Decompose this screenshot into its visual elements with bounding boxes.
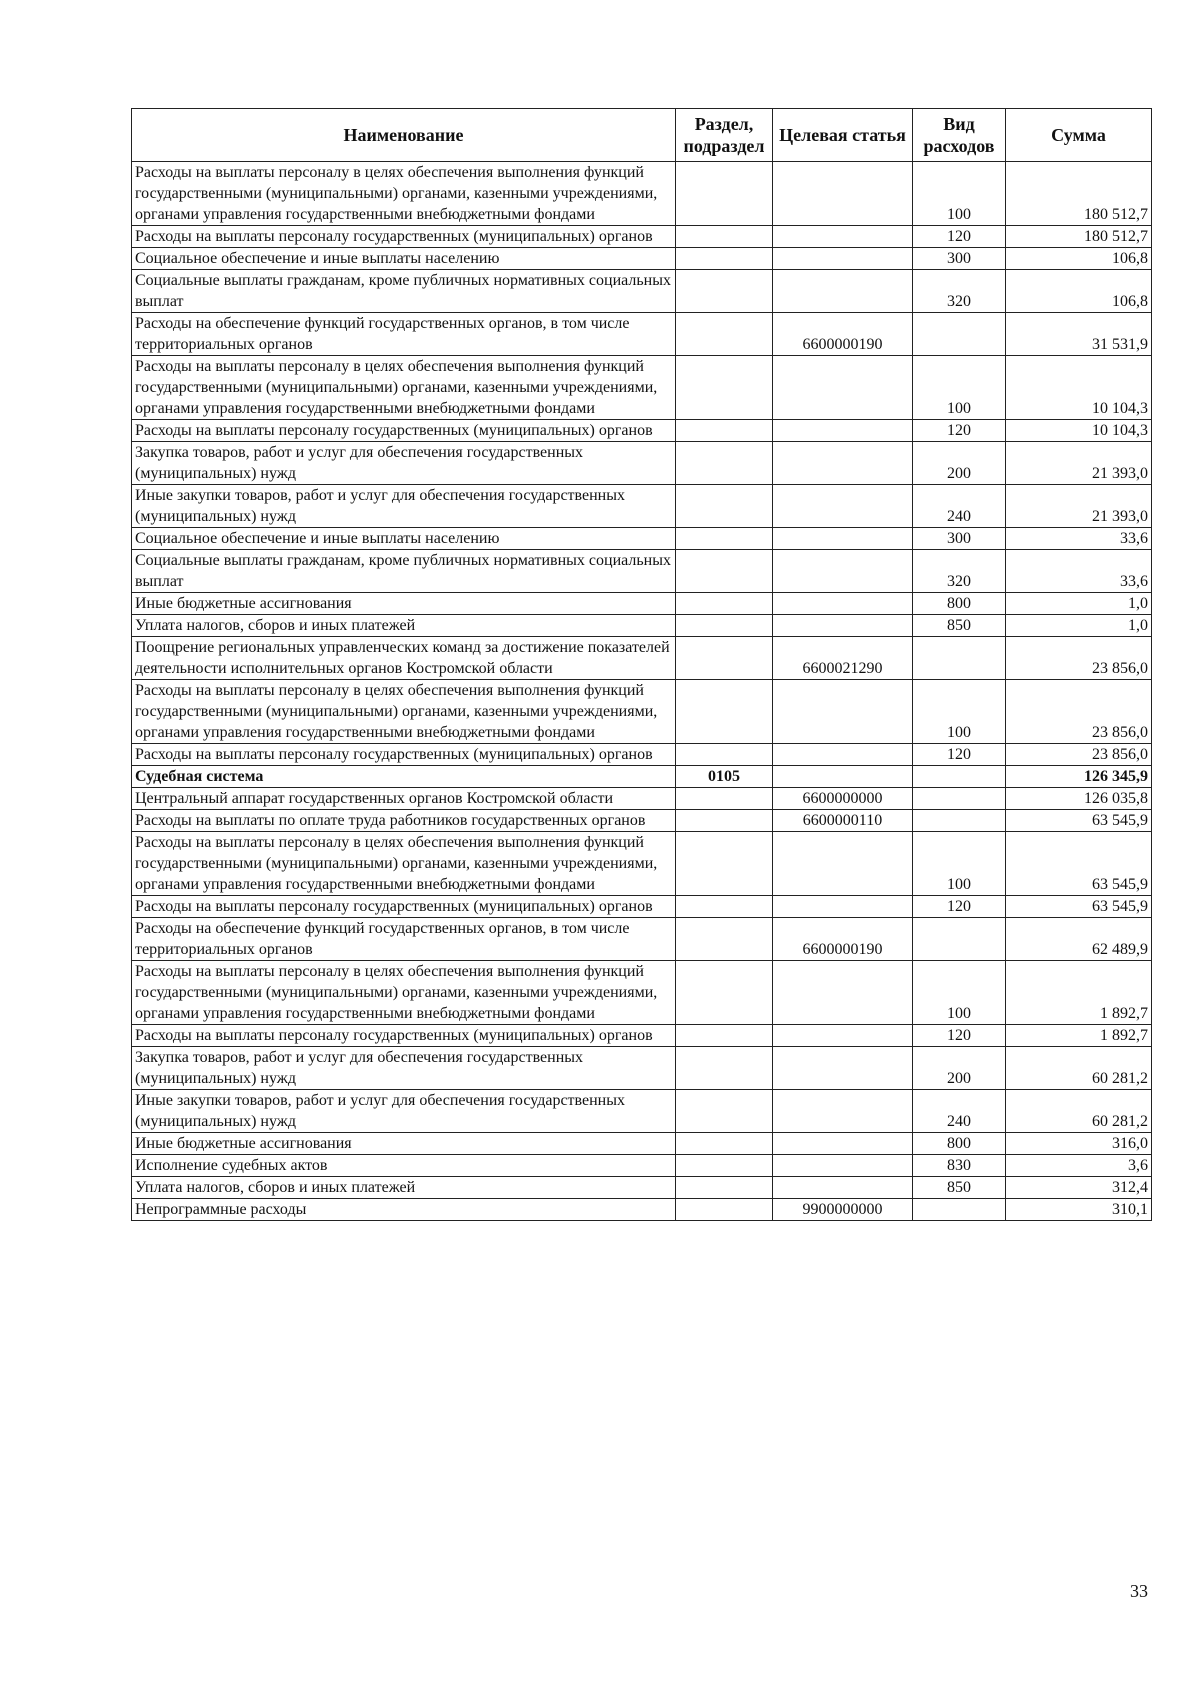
table-row <box>132 918 1152 961</box>
cell-target <box>773 1155 913 1177</box>
cell-name: Расходы на обеспечение функций государственных органов, в том числе территориальных органов <box>132 918 676 961</box>
cell-section <box>676 744 773 766</box>
cell-target <box>773 680 913 744</box>
cell-kind: 320 <box>913 270 1006 313</box>
cell-target <box>773 226 913 248</box>
cell-target <box>773 485 913 528</box>
cell-section <box>676 270 773 313</box>
cell-name: Расходы на выплаты персоналу в целях обеспечения выполнения функций государственными (муниципальными) органами, казенными учреждениями, органами управления государственными внебюджетными фондами <box>132 356 676 420</box>
cell-target: 6600000190 <box>773 313 913 356</box>
cell-kind: 240 <box>913 1090 1006 1133</box>
cell-name: Непрограммные расходы <box>132 1199 676 1221</box>
cell-name: Закупка товаров, работ и услуг для обеспечения государственных (муниципальных) нужд <box>132 442 676 485</box>
table-row <box>132 270 1152 313</box>
cell-target <box>773 420 913 442</box>
cell-kind: 120 <box>913 226 1006 248</box>
cell-sum: 312,4 <box>1006 1177 1152 1199</box>
cell-kind: 300 <box>913 528 1006 550</box>
cell-kind: 240 <box>913 485 1006 528</box>
cell-kind <box>913 918 1006 961</box>
cell-target <box>773 528 913 550</box>
budget-table <box>131 108 1152 1221</box>
cell-kind: 800 <box>913 593 1006 615</box>
table-row <box>132 1177 1152 1199</box>
cell-section <box>676 1177 773 1199</box>
cell-name: Иные закупки товаров, работ и услуг для обеспечения государственных (муниципальных) нужд <box>132 485 676 528</box>
cell-kind: 100 <box>913 832 1006 896</box>
cell-sum: 316,0 <box>1006 1133 1152 1155</box>
cell-name: Расходы на выплаты персоналу государственных (муниципальных) органов <box>132 420 676 442</box>
cell-kind: 320 <box>913 550 1006 593</box>
cell-section <box>676 162 773 226</box>
cell-name: Исполнение судебных актов <box>132 1155 676 1177</box>
cell-target <box>773 832 913 896</box>
cell-target <box>773 896 913 918</box>
cell-section <box>676 961 773 1025</box>
cell-name: Социальные выплаты гражданам, кроме публичных нормативных социальных выплат <box>132 270 676 313</box>
cell-section: 0105 <box>676 766 773 788</box>
cell-target: 6600000110 <box>773 810 913 832</box>
table-row <box>132 248 1152 270</box>
cell-section <box>676 1199 773 1221</box>
cell-name: Поощрение региональных управленческих команд за достижение показателей деятельности исполнительных органов Костромской области <box>132 637 676 680</box>
cell-target: 6600000190 <box>773 918 913 961</box>
cell-kind: 830 <box>913 1155 1006 1177</box>
cell-target <box>773 1177 913 1199</box>
cell-target <box>773 270 913 313</box>
cell-kind: 120 <box>913 896 1006 918</box>
cell-target <box>773 961 913 1025</box>
cell-sum: 60 281,2 <box>1006 1090 1152 1133</box>
cell-sum: 63 545,9 <box>1006 896 1152 918</box>
header-name: Наименование <box>132 109 676 162</box>
cell-target <box>773 1133 913 1155</box>
cell-section <box>676 313 773 356</box>
cell-target: 6600000000 <box>773 788 913 810</box>
cell-section <box>676 485 773 528</box>
cell-section <box>676 615 773 637</box>
cell-section <box>676 637 773 680</box>
table-row <box>132 550 1152 593</box>
cell-kind <box>913 1199 1006 1221</box>
cell-name: Расходы на выплаты персоналу государственных (муниципальных) органов <box>132 744 676 766</box>
cell-sum: 21 393,0 <box>1006 485 1152 528</box>
cell-target <box>773 550 913 593</box>
cell-section <box>676 832 773 896</box>
cell-sum: 106,8 <box>1006 270 1152 313</box>
cell-name: Расходы на обеспечение функций государственных органов, в том числе территориальных органов <box>132 313 676 356</box>
cell-name: Расходы на выплаты персоналу государственных (муниципальных) органов <box>132 896 676 918</box>
cell-target <box>773 248 913 270</box>
table-row <box>132 1047 1152 1090</box>
cell-target <box>773 442 913 485</box>
cell-kind: 800 <box>913 1133 1006 1155</box>
cell-sum: 23 856,0 <box>1006 680 1152 744</box>
cell-name: Социальные выплаты гражданам, кроме публичных нормативных социальных выплат <box>132 550 676 593</box>
cell-sum: 126 035,8 <box>1006 788 1152 810</box>
cell-kind <box>913 313 1006 356</box>
cell-name: Расходы на выплаты персоналу в целях обеспечения выполнения функций государственными (муниципальными) органами, казенными учреждениями, органами управления государственными внебюджетными фондами <box>132 961 676 1025</box>
cell-name: Социальное обеспечение и иные выплаты населению <box>132 528 676 550</box>
cell-target <box>773 744 913 766</box>
cell-section <box>676 896 773 918</box>
cell-sum: 1 892,7 <box>1006 1025 1152 1047</box>
table-row <box>132 313 1152 356</box>
cell-name: Расходы на выплаты персоналу государственных (муниципальных) органов <box>132 226 676 248</box>
cell-kind <box>913 810 1006 832</box>
cell-kind <box>913 637 1006 680</box>
table-row <box>132 1199 1152 1221</box>
cell-sum: 310,1 <box>1006 1199 1152 1221</box>
cell-kind: 300 <box>913 248 1006 270</box>
table-row <box>132 615 1152 637</box>
cell-section <box>676 248 773 270</box>
cell-name: Иные закупки товаров, работ и услуг для обеспечения государственных (муниципальных) нужд <box>132 1090 676 1133</box>
cell-target <box>773 162 913 226</box>
cell-sum: 180 512,7 <box>1006 226 1152 248</box>
page-number: 33 <box>1130 1581 1148 1601</box>
table-row <box>132 896 1152 918</box>
cell-name: Расходы на выплаты персоналу государственных (муниципальных) органов <box>132 1025 676 1047</box>
cell-kind: 100 <box>913 961 1006 1025</box>
cell-section <box>676 1133 773 1155</box>
cell-sum: 63 545,9 <box>1006 832 1152 896</box>
cell-sum: 106,8 <box>1006 248 1152 270</box>
cell-name: Уплата налогов, сборов и иных платежей <box>132 1177 676 1199</box>
table-row <box>132 810 1152 832</box>
cell-kind: 850 <box>913 1177 1006 1199</box>
cell-sum: 1,0 <box>1006 593 1152 615</box>
table-row <box>132 788 1152 810</box>
cell-target <box>773 1047 913 1090</box>
cell-section <box>676 1155 773 1177</box>
cell-name: Расходы на выплаты персоналу в целях обеспечения выполнения функций государственными (муниципальными) органами, казенными учреждениями, органами управления государственными внебюджетными фондами <box>132 832 676 896</box>
table-row <box>132 442 1152 485</box>
cell-sum: 10 104,3 <box>1006 420 1152 442</box>
cell-name: Судебная система <box>132 766 676 788</box>
table-row <box>132 766 1152 788</box>
cell-name: Уплата налогов, сборов и иных платежей <box>132 615 676 637</box>
cell-target <box>773 1090 913 1133</box>
cell-sum: 23 856,0 <box>1006 744 1152 766</box>
table-row <box>132 528 1152 550</box>
table-row <box>132 485 1152 528</box>
table-row <box>132 420 1152 442</box>
cell-sum: 126 345,9 <box>1006 766 1152 788</box>
cell-sum: 180 512,7 <box>1006 162 1152 226</box>
cell-kind: 850 <box>913 615 1006 637</box>
cell-kind: 100 <box>913 680 1006 744</box>
cell-sum: 62 489,9 <box>1006 918 1152 961</box>
table-row <box>132 680 1152 744</box>
cell-target <box>773 1025 913 1047</box>
header-target: Целевая статья <box>773 109 913 162</box>
cell-target <box>773 615 913 637</box>
header-sum: Сумма <box>1006 109 1152 162</box>
cell-kind: 120 <box>913 744 1006 766</box>
cell-target: 6600021290 <box>773 637 913 680</box>
cell-sum: 1 892,7 <box>1006 961 1152 1025</box>
cell-target <box>773 766 913 788</box>
cell-section <box>676 528 773 550</box>
cell-section <box>676 356 773 420</box>
cell-name: Расходы на выплаты по оплате труда работников государственных органов <box>132 810 676 832</box>
table-row <box>132 162 1152 226</box>
cell-sum: 10 104,3 <box>1006 356 1152 420</box>
table-row <box>132 226 1152 248</box>
cell-section <box>676 442 773 485</box>
cell-name: Расходы на выплаты персоналу в целях обеспечения выполнения функций государственными (муниципальными) органами, казенными учреждениями, органами управления государственными внебюджетными фондами <box>132 680 676 744</box>
cell-target: 9900000000 <box>773 1199 913 1221</box>
cell-section <box>676 1047 773 1090</box>
cell-section <box>676 1090 773 1133</box>
cell-sum: 33,6 <box>1006 528 1152 550</box>
cell-kind: 120 <box>913 1025 1006 1047</box>
cell-name: Социальное обеспечение и иные выплаты населению <box>132 248 676 270</box>
cell-section <box>676 1025 773 1047</box>
cell-section <box>676 593 773 615</box>
table-row <box>132 744 1152 766</box>
cell-sum: 1,0 <box>1006 615 1152 637</box>
table-row <box>132 1090 1152 1133</box>
header-kind: Вид расходов <box>913 109 1006 162</box>
cell-sum: 33,6 <box>1006 550 1152 593</box>
cell-kind: 100 <box>913 356 1006 420</box>
cell-sum: 23 856,0 <box>1006 637 1152 680</box>
table-body <box>132 162 1152 1221</box>
header-section: Раздел, подраздел <box>676 109 773 162</box>
cell-name: Расходы на выплаты персоналу в целях обеспечения выполнения функций государственными (муниципальными) органами, казенными учреждениями, органами управления государственными внебюджетными фондами <box>132 162 676 226</box>
table-row <box>132 1025 1152 1047</box>
cell-target <box>773 356 913 420</box>
table-row <box>132 961 1152 1025</box>
table-row <box>132 1155 1152 1177</box>
cell-name: Закупка товаров, работ и услуг для обеспечения государственных (муниципальных) нужд <box>132 1047 676 1090</box>
cell-section <box>676 550 773 593</box>
cell-section <box>676 226 773 248</box>
cell-name: Иные бюджетные ассигнования <box>132 1133 676 1155</box>
cell-kind: 200 <box>913 1047 1006 1090</box>
table-row <box>132 1133 1152 1155</box>
cell-sum: 21 393,0 <box>1006 442 1152 485</box>
cell-kind <box>913 788 1006 810</box>
table-row <box>132 637 1152 680</box>
table-header-row <box>132 109 1152 162</box>
cell-sum: 63 545,9 <box>1006 810 1152 832</box>
cell-sum: 60 281,2 <box>1006 1047 1152 1090</box>
cell-section <box>676 680 773 744</box>
cell-section <box>676 420 773 442</box>
table-row <box>132 356 1152 420</box>
table-row <box>132 832 1152 896</box>
cell-section <box>676 918 773 961</box>
cell-section <box>676 788 773 810</box>
cell-kind: 120 <box>913 420 1006 442</box>
table-row <box>132 593 1152 615</box>
cell-section <box>676 810 773 832</box>
cell-name: Центральный аппарат государственных органов Костромской области <box>132 788 676 810</box>
cell-name: Иные бюджетные ассигнования <box>132 593 676 615</box>
cell-kind: 100 <box>913 162 1006 226</box>
cell-target <box>773 593 913 615</box>
cell-kind <box>913 766 1006 788</box>
cell-sum: 3,6 <box>1006 1155 1152 1177</box>
cell-sum: 31 531,9 <box>1006 313 1152 356</box>
cell-kind: 200 <box>913 442 1006 485</box>
